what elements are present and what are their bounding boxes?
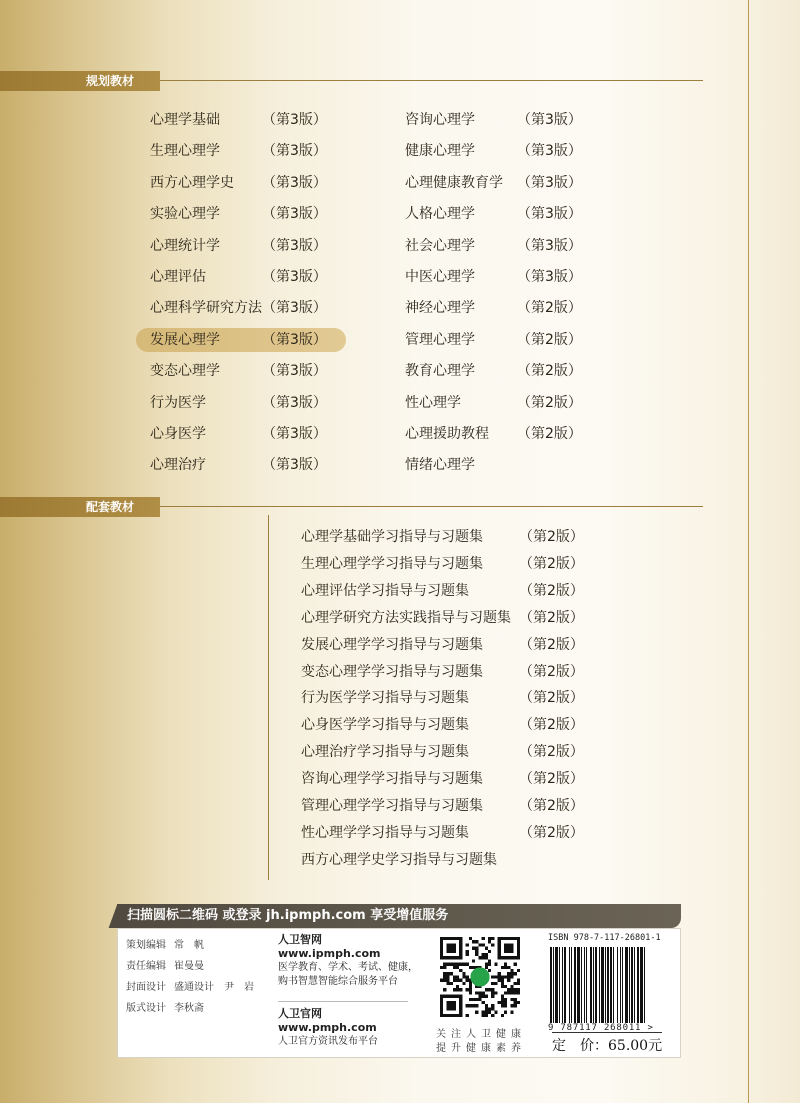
book-edition: （第2版） [519, 636, 584, 653]
book-edition: （第3版） [262, 300, 327, 317]
book-edition: （第2版） [519, 798, 584, 814]
book-edition: （第2版） [517, 363, 582, 380]
book-item [150, 139, 342, 163]
book-edition: （第3版） [517, 143, 582, 160]
book-edition: （第2版） [519, 744, 584, 761]
qr-caption-1: 关注人卫健康 [436, 1029, 526, 1040]
book-edition: （第3版） [262, 394, 327, 411]
book-edition: （第2版） [519, 529, 584, 545]
book-item [301, 525, 599, 549]
section-rule-planned [160, 80, 703, 81]
book-item [405, 359, 597, 383]
book-edition: （第2版） [517, 300, 582, 317]
qr-caption-2: 提升健康素养 [436, 1043, 526, 1054]
book-title: 行为医学 [150, 394, 206, 411]
book-title: 咨询心理学 [405, 112, 475, 128]
book-title: 心身医学 [150, 426, 206, 442]
qr-code-icon[interactable] [440, 937, 520, 1017]
book-edition: （第3版） [262, 174, 327, 191]
book-edition: （第3版） [517, 269, 582, 285]
book-edition: （第2版） [519, 609, 584, 626]
book-edition: （第3版） [262, 269, 327, 285]
book-item [150, 296, 342, 320]
cover-edge-line [748, 0, 749, 1103]
pmph-website-block [278, 1007, 378, 1049]
section-tab-supporting [0, 497, 160, 517]
book-item [150, 265, 342, 289]
credit-row: 封面设计 盛通设计 尹 岩 [126, 982, 254, 993]
book-edition: （第3版） [262, 143, 327, 160]
book-title: 管理心理学 [405, 331, 475, 348]
book-item [405, 108, 597, 132]
pmph-name: 人卫官网 [278, 1007, 322, 1020]
book-title: 教育心理学 [405, 363, 475, 380]
book-edition: （第3版） [517, 237, 582, 254]
book-title: 心理学基础 [150, 112, 220, 128]
book-title: 生理心理学学习指导与习题集 [301, 555, 483, 572]
book-title: 变态心理学学习指导与习题集 [301, 663, 483, 680]
book-title: 管理心理学学习指导与习题集 [301, 798, 483, 814]
book-item [150, 108, 342, 132]
book-edition: （第3版） [262, 331, 327, 348]
pmph-url[interactable]: www.pmph.com [278, 1021, 377, 1034]
book-title: 心理科学研究方法 [150, 300, 262, 317]
book-item [150, 328, 342, 352]
book-item [405, 171, 597, 195]
credit-row: 责任编辑 崔曼曼 [126, 961, 204, 972]
book-edition: （第2版） [517, 331, 582, 348]
book-title: 心理治疗学习指导与习题集 [301, 744, 469, 761]
book-edition: （第3版） [262, 112, 327, 128]
book-title: 心理健康教育学 [405, 174, 503, 191]
book-title: 性心理学学习指导与习题集 [301, 824, 469, 841]
book-title: 心理评估 [150, 269, 206, 285]
book-item [301, 606, 599, 630]
book-title: 行为医学学习指导与习题集 [301, 690, 469, 707]
credit-row: 策划编辑 常 帆 [126, 940, 204, 951]
book-edition: （第3版） [262, 426, 327, 442]
book-item [150, 202, 342, 226]
section-title-supporting: 配套教材 [86, 500, 135, 514]
credit-row: 版式设计 李秋斋 [126, 1003, 204, 1014]
book-item [150, 234, 342, 258]
book-edition: （第2版） [519, 771, 584, 788]
book-item [405, 234, 597, 258]
book-title: 人格心理学 [405, 206, 475, 223]
book-edition: （第2版） [517, 394, 582, 411]
book-title: 心理治疗 [150, 457, 206, 474]
book-title: 心理学研究方法实践指导与习题集 [301, 609, 511, 626]
section-rule-supporting [160, 506, 703, 507]
book-title: 心身医学学习指导与习题集 [301, 717, 469, 734]
book-title: 心理援助教程 [405, 426, 489, 442]
book-item [301, 767, 599, 791]
website-separator [278, 1001, 408, 1002]
supporting-divider [268, 515, 269, 880]
book-title: 社会心理学 [405, 237, 475, 254]
book-item [405, 265, 597, 289]
book-item [301, 579, 599, 603]
book-item [301, 794, 599, 818]
book-item [301, 552, 599, 576]
book-item [301, 686, 599, 710]
book-item [405, 391, 597, 415]
section-title-planned: 规划教材 [86, 74, 135, 88]
ipmph-desc1: 医学教育、学术、考试、健康， [278, 962, 418, 973]
price-label: 定 价：65.00元 [552, 1032, 662, 1055]
book-item [405, 139, 597, 163]
book-edition: （第2版） [519, 717, 584, 734]
book-title: 健康心理学 [405, 143, 475, 160]
pmph-desc1: 人卫官方资讯发布平台 [278, 1036, 378, 1047]
book-item [301, 821, 599, 845]
book-title: 情绪心理学 [405, 457, 475, 474]
ipmph-name: 人卫智网 [278, 933, 322, 946]
book-title: 心理学基础学习指导与习题集 [301, 529, 483, 545]
book-item [301, 848, 599, 872]
book-title: 性心理学 [405, 394, 461, 411]
book-item [150, 171, 342, 195]
book-edition: （第3版） [517, 206, 582, 223]
barcode-icon [548, 947, 672, 1031]
qr-logo-icon [470, 967, 489, 986]
book-title: 咨询心理学学习指导与习题集 [301, 771, 483, 788]
ipmph-url[interactable]: www.ipmph.com [278, 947, 381, 960]
book-title: 心理统计学 [150, 237, 220, 254]
book-edition: （第2版） [519, 555, 584, 572]
book-item [301, 633, 599, 657]
book-edition: （第2版） [519, 582, 584, 599]
banner-text: 扫描圆标二维码 或登录 jh.ipmph.com 享受增值服务 [127, 908, 449, 923]
book-edition: （第2版） [519, 824, 584, 841]
book-title: 心理评估学习指导与习题集 [301, 582, 469, 599]
book-item [405, 296, 597, 320]
book-edition: （第2版） [519, 690, 584, 707]
book-item [150, 359, 342, 383]
book-edition: （第3版） [262, 457, 327, 474]
book-item [150, 391, 342, 415]
book-title: 西方心理学史学习指导与习题集 [301, 851, 497, 868]
book-item [301, 740, 599, 764]
book-title: 变态心理学 [150, 363, 220, 380]
qr-service-banner [117, 904, 681, 928]
isbn-text: ISBN 978-7-117-26801-1 [548, 933, 661, 943]
book-item [301, 660, 599, 684]
book-edition: （第3版） [262, 206, 327, 223]
book-title: 神经心理学 [405, 300, 475, 317]
book-edition: （第3版） [517, 112, 582, 128]
book-edition: （第3版） [262, 363, 327, 380]
book-item [405, 328, 597, 352]
book-edition: （第2版） [517, 426, 582, 442]
book-edition: （第3版） [517, 174, 582, 191]
book-title: 西方心理学史 [150, 174, 234, 191]
book-title: 实验心理学 [150, 206, 220, 223]
book-item [405, 453, 597, 477]
book-item [301, 713, 599, 737]
book-edition: （第3版） [262, 237, 327, 254]
book-edition: （第2版） [519, 663, 584, 680]
credits-list [126, 935, 254, 1019]
ipmph-website-block [278, 933, 418, 989]
barcode-digits: 9 787117 268011 > [548, 1023, 654, 1033]
book-title: 生理心理学 [150, 143, 220, 160]
section-tab-planned [0, 71, 160, 91]
book-title: 发展心理学学习指导与习题集 [301, 636, 483, 653]
ipmph-desc2: 购书智慧智能综合服务平台 [278, 976, 398, 987]
book-item [150, 453, 342, 477]
book-item [405, 202, 597, 226]
book-title: 中医心理学 [405, 269, 475, 285]
book-item [405, 422, 597, 446]
book-title: 发展心理学 [150, 331, 220, 348]
book-item [150, 422, 342, 446]
